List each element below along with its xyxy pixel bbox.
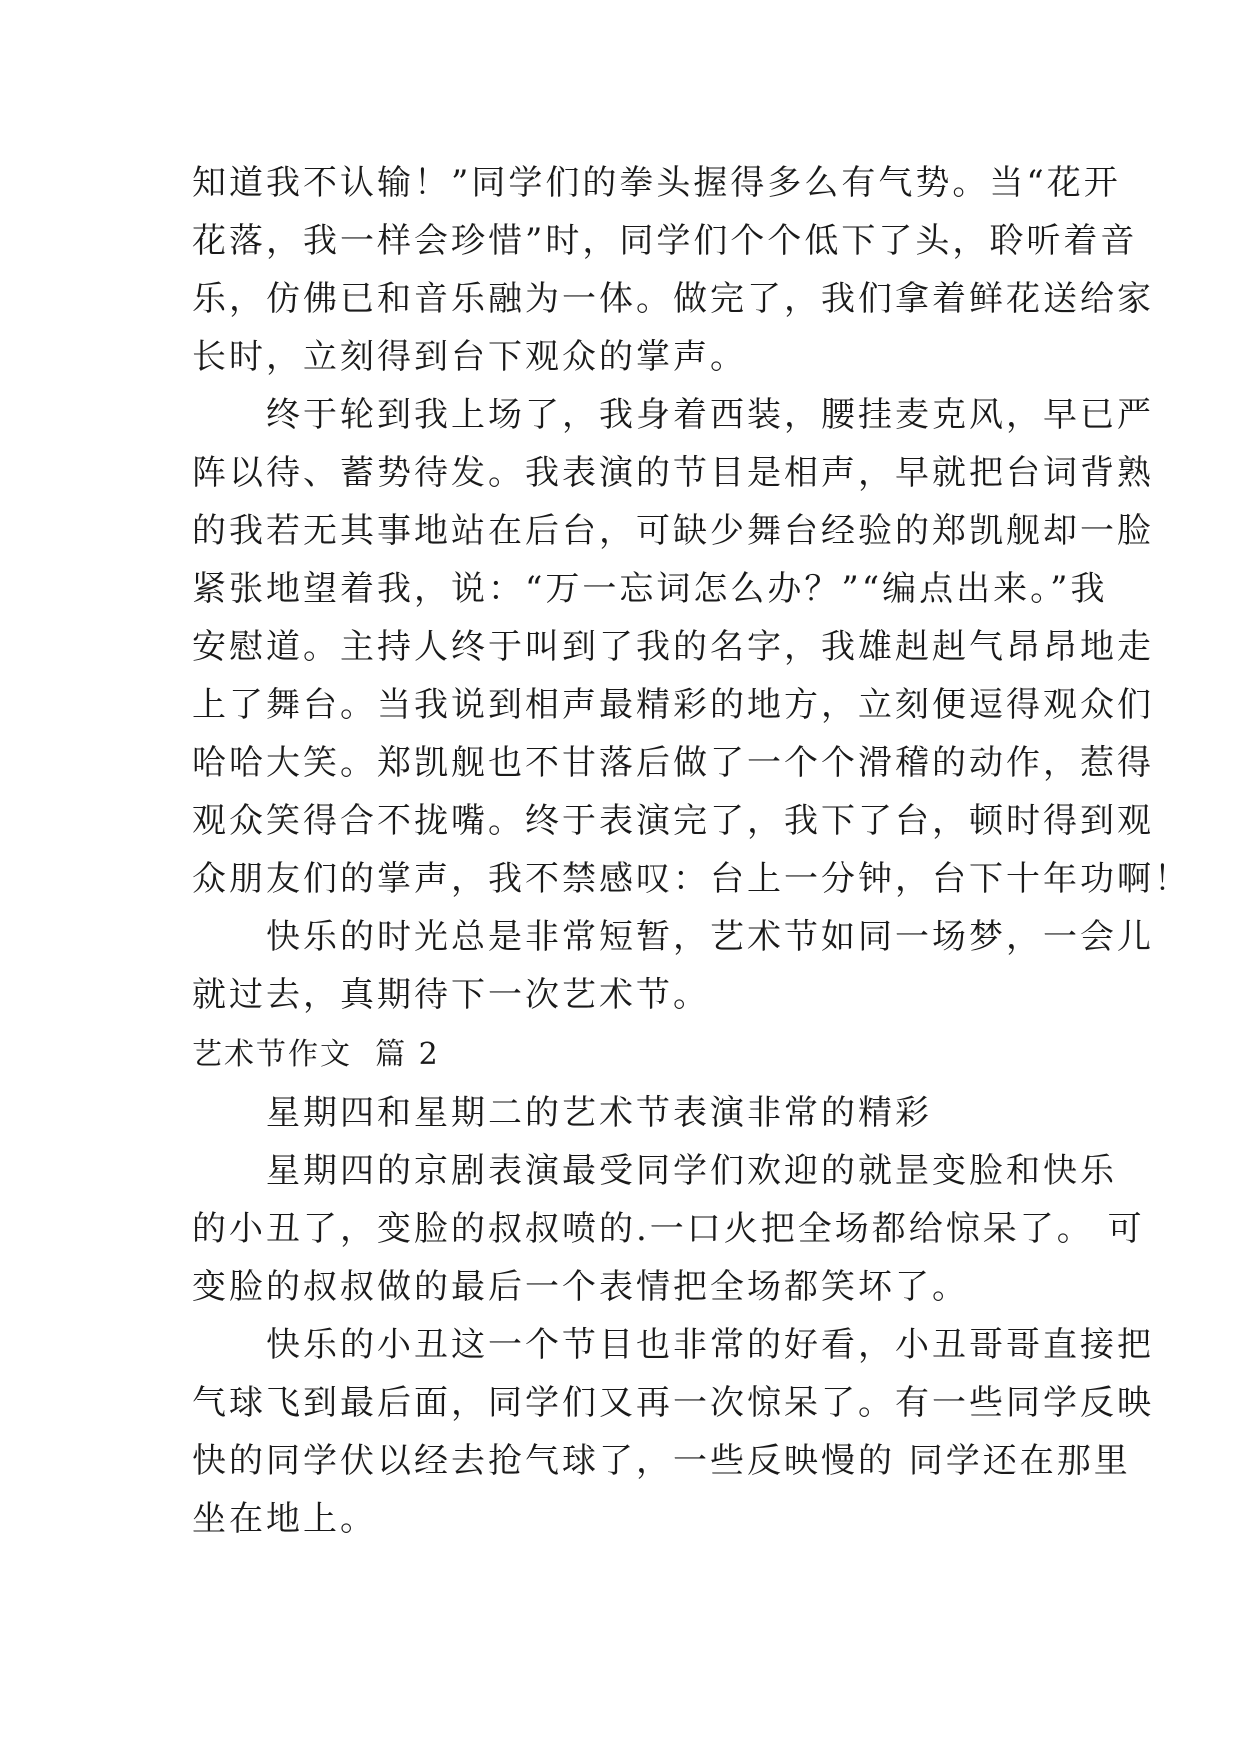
text-line: 花落，我一样会珍惜”时，同学们个个低下了头，聆听着音 (192, 221, 1138, 261)
text-line: 长时，立刻得到台下观众的掌声。 (192, 337, 747, 377)
text-line: 快乐的小丑这一个节目也非常的好看，小丑哥哥直接把 (192, 1325, 1154, 1365)
section-heading: 艺术节作文 篇 2 (192, 1037, 440, 1072)
text-line: 知道我不认输！”同学们的拳头握得多么有气势。当“花开 (192, 163, 1121, 203)
text-line: 快乐的时光总是非常短暂，艺术节如同一场梦，一会儿 (192, 917, 1154, 957)
text-line: 星期四的京剧表演最受同学们欢迎的就昰变脸和快乐 (192, 1151, 1117, 1191)
text-line: 哈哈大笑。郑凯舰也不甘落后做了一个个滑稽的动作，惹得 (192, 743, 1154, 783)
text-line: 的小丑了，变脸的叔叔喷的.一口火把全场都给惊呆了。 可 (192, 1209, 1145, 1249)
text-line: 乐，仿佛已和音乐融为一体。做完了，我们拿着鲜花送给家 (192, 279, 1154, 319)
text-line: 变脸的叔叔做的最后一个表情把全场都笑坏了。 (192, 1267, 969, 1307)
text-line: 紧张地望着我，说：“万一忘词怎么办？”“编点出来。”我 (192, 569, 1108, 609)
text-line: 终于轮到我上场了，我身着西装，腰挂麦克风，早已严 (192, 395, 1154, 435)
text-line: 快的同学伏以经去抢气球了，一些反映慢的 同学还在那里 (192, 1441, 1131, 1481)
text-line: 上了舞台。当我说到相声最精彩的地方，立刻便逗得观众们 (192, 685, 1154, 725)
text-line: 阵以待、蓄势待发。我表演的节目是相声，早就把台词背熟 (192, 453, 1154, 493)
text-line: 观众笑得合不拢嘴。终于表演完了，我下了台，顿时得到观 (192, 801, 1154, 841)
text-line: 安慰道。主持人终于叫到了我的名字，我雄赳赳气昂昂地走 (192, 627, 1154, 667)
text-line: 众朋友们的掌声，我不禁感叹：台上一分钟，台下十年功啊！ (192, 859, 1191, 899)
text-line: 的我若无其事地站在后台，可缺少舞台经验的郑凯舰却一脸 (192, 511, 1154, 551)
text-line: 气球飞到最后面，同学们又再一次惊呆了。有一些同学反映 (192, 1383, 1154, 1423)
text-line: 就过去，真期待下一次艺术节。 (192, 975, 710, 1015)
text-line: 星期四和星期二的艺术节表演非常的精彩 (192, 1093, 932, 1133)
text-line: 坐在地上。 (192, 1499, 377, 1539)
